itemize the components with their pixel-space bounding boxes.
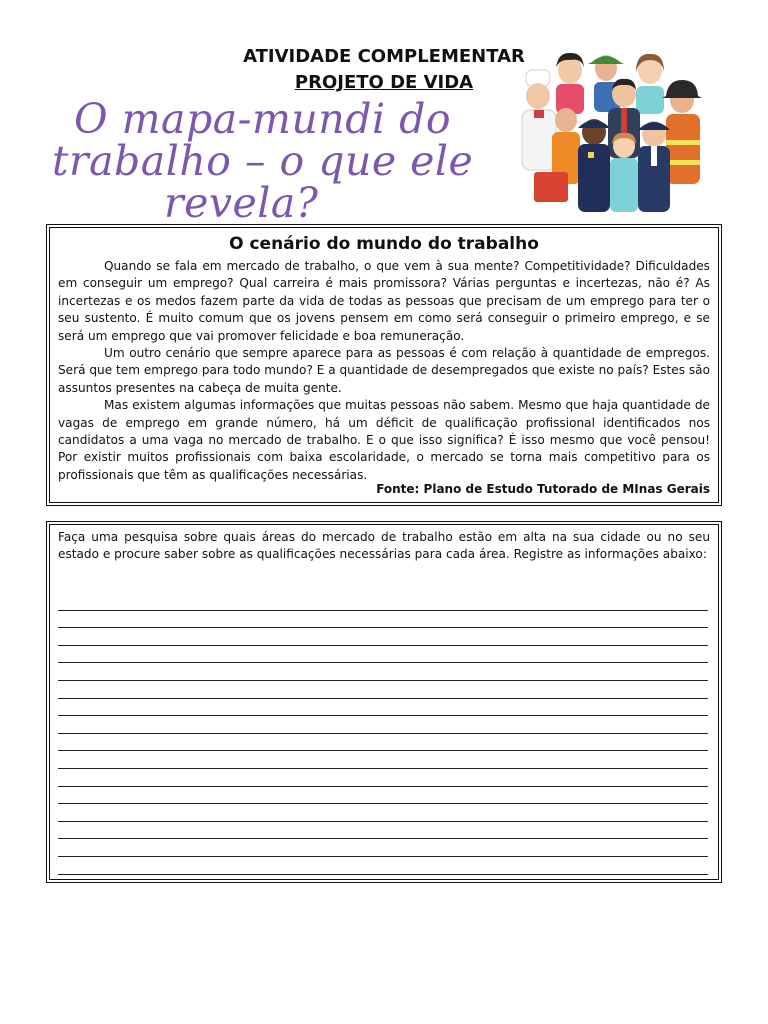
worker-woman-back-right [636,54,664,114]
article-box [46,224,722,506]
answer-line[interactable] [58,593,708,611]
activity-subtitle: PROJETO DE VIDA [294,72,474,93]
worker-pilot [638,121,670,212]
answer-line[interactable] [58,646,708,664]
answer-line[interactable] [58,822,708,840]
answer-line[interactable] [58,663,708,681]
article-text [58,258,710,484]
article-box-inner-border [49,227,719,503]
workers-group-illustration [512,48,724,214]
script-heading [52,95,474,227]
script-heading-line-3: revela? [164,179,319,227]
answer-line[interactable] [58,839,708,857]
answer-line[interactable] [58,804,708,822]
worker-police-officer [578,119,610,212]
activity-instructions: Faça uma pesquisa sobre quais áreas do mercado de trabalho estão em alta na sua cidade ou no seu estado e procure saber sobre as qualificações necessárias para cada área. Registre as informações abaixo: [58,530,710,562]
page-header [0,0,768,227]
article-source: Fonte: Plano de Estudo Tutorado de MInas Gerais [376,482,710,496]
worker-woman-back-left [556,53,584,114]
script-heading-line-1: O mapa-mundi do [74,95,452,143]
worker-chef [522,70,556,170]
answer-line[interactable] [58,611,708,629]
answer-line[interactable] [58,716,708,734]
activity-title: ATIVIDADE COMPLEMENTAR [243,46,525,67]
article-paragraph-2: Um outro cenário que sempre aparece para as pessoas é com relação à quantidade de empregos. Será que tem emprego para todo mundo? E a quantidade de desempregados que existe no país? Estes são assuntos presentes na cabeça de muita gente. [58,346,710,395]
answer-line[interactable] [58,751,708,769]
answer-line[interactable] [58,769,708,787]
activity-box-inner-border [49,524,719,880]
article-paragraph-1: Quando se fala em mercado de trabalho, o que vem à sua mente? Competitividade? Dificuldades em conseguir um emprego? Qual carreira é mais promissora? Várias perguntas e incertezas, não é? As incertezas e os medos fazem parte da vida de todas as pessoas que precisam de um emprego para ter o seu sustento. É muito comum que os jovens pensem em como será conseguir o primeiro emprego, e se será um emprego que vai promover felicidade e boa remuneração. [58,259,710,343]
script-heading-line-2: trabalho – o que ele [52,137,474,185]
article-title: O cenário do mundo do trabalho [229,234,539,254]
answer-line[interactable] [58,857,708,875]
answer-line[interactable] [58,628,708,646]
article-paragraph-3: Mas existem algumas informações que muitas pessoas não sabem. Mesmo que haja quantidade de vagas de emprego em grande número, há um déficit de qualificação profissional identificados nos candidatos a uma vaga no mercado de trabalho. E o que isso significa? É isso mesmo que você pensou! Por existir muitos profissionais com baixa escolaridade, o mercado se torna mais competitivo para os profissionais que têm as qualificações necessárias. [58,398,710,482]
worker-nurse [610,133,638,212]
answer-line[interactable] [58,681,708,699]
answer-lines [58,593,708,875]
answer-line[interactable] [58,734,708,752]
answer-line[interactable] [58,699,708,717]
answer-line[interactable] [58,787,708,805]
activity-box [46,521,722,883]
